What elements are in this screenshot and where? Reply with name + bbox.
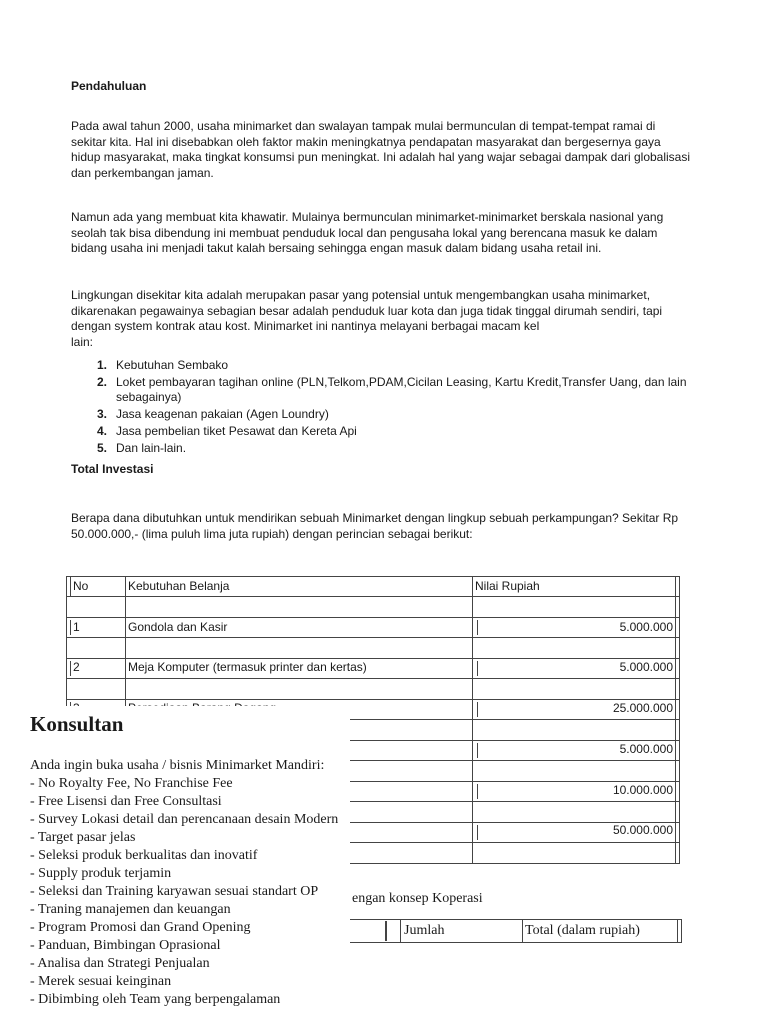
needs-list <box>97 358 707 458</box>
list-number: 2. <box>97 375 108 389</box>
list-item: - Traning manajemen dan keuangan <box>30 902 231 917</box>
list-item: - Panduan, Bimbingan Oprasional <box>30 938 221 953</box>
paragraph-investasi: Berapa dana dibutuhkan untuk mendirikan sebuah Minimarket dengan lingkup sebuah perkampungan? Sekitar Rp 50.000.000,- (lima puluh lima juta rupiah) dengan perincian sebagai berikut: <box>71 511 679 541</box>
list-item: - Program Promosi dan Grand Opening <box>30 920 251 935</box>
list-number: 1. <box>97 358 108 372</box>
koperasi-header-jumlah: Jumlah <box>404 923 445 938</box>
list-item: - No Royalty Fee, No Franchise Fee <box>30 776 233 791</box>
paragraph-intro-3-tail: lain: <box>71 334 94 349</box>
table-header-value: Nilai Rupiah <box>475 579 540 593</box>
list-text: Loket pembayaran tagihan online (PLN,Telkom,PDAM,Cicilan Leasing, Kartu Kredit,Transfer Uang, dan lain sebagainya) <box>116 375 687 404</box>
list-item: - Merek sesuai keinginan <box>30 974 172 989</box>
row-item: Meja Komputer (termasuk printer dan kertas) <box>128 660 367 674</box>
list-item <box>97 375 707 405</box>
row-value: 25.000.000 <box>612 701 673 715</box>
list-text: Kebutuhan Sembako <box>116 358 229 372</box>
section-heading-pendahuluan: Pendahuluan <box>71 79 147 93</box>
section-heading-investasi: Total Investasi <box>71 462 154 476</box>
list-item <box>97 441 707 456</box>
list-item: - Analisa dan Strategi Penjualan <box>30 956 210 971</box>
list-item <box>97 358 707 373</box>
row-no: 1 <box>73 620 80 634</box>
table-header-item: Kebutuhan Belanja <box>128 579 230 593</box>
row-no: 2 <box>73 660 80 674</box>
paragraph-intro-3-body: Lingkungan disekitar kita adalah merupakan pasar yang potensial untuk mengembangkan usaha minimarket, dikarenakan pegawainya sebagian besar adalah penduduk luar kota dan juga tidak tinggal dirumah sendiri, tapi dengan system kontrak atau kost. Minimarket ini nantinya melayani berbagai macam kel <box>71 288 663 333</box>
list-number: 4. <box>97 424 108 438</box>
konsultan-intro: Anda ingin buka usaha / bisnis Minimarket Mandiri: <box>30 758 325 773</box>
list-item: - Survey Lokasi detail dan perencanaan desain Modern <box>30 812 339 827</box>
list-item: - Seleksi produk berkualitas dan inovatif <box>30 848 258 863</box>
row-value: 10.000.000 <box>612 783 673 797</box>
list-item: - Supply produk terjamin <box>30 866 172 881</box>
list-text: Jasa keagenan pakaian (Agen Loundry) <box>116 407 329 421</box>
row-item: Gondola dan Kasir <box>128 620 228 634</box>
paragraph-intro-2: Namun ada yang membuat kita khawatir. Mulainya bermunculan minimarket-minimarket berskala nasional yang seolah tak bisa dibendung ini membuat penduduk local dan pengusaha lokal yang berencana masuk ke dalam bidang usaha ini menjadi takut kalah bersaing sehingga engan masuk dalam bidang usaha retail ini. <box>71 210 664 255</box>
table-header-no: No <box>73 579 89 593</box>
list-item <box>97 424 707 439</box>
row-value: 5.000.000 <box>619 620 673 634</box>
konsultan-title: Konsultan <box>30 712 124 736</box>
paragraph-intro-3 <box>71 288 693 350</box>
list-item: - Target pasar jelas <box>30 830 136 845</box>
row-value: 5.000.000 <box>619 660 673 674</box>
koperasi-header-total: Total (dalam rupiah) <box>525 923 640 938</box>
paragraph-intro-1: Pada awal tahun 2000, usaha minimarket dan swalayan tampak mulai bermunculan di tempat-tempat ramai di sekitar kita. Hal ini disebabkan oleh faktor makin meningkatnya pendapatan masyarakat dan bergesernya gaya hidup masyarakat, maka tingkat konsumsi pun meningkat. Ini adalah hal yang wajar sebagai dampak dari globalisasi dan perkembangan jaman. <box>71 119 691 180</box>
list-item <box>97 407 707 422</box>
list-number: 3. <box>97 407 108 421</box>
list-number: 5. <box>97 441 108 455</box>
list-item: - Free Lisensi dan Free Consultasi <box>30 794 222 809</box>
list-item: - Seleksi dan Training karyawan sesuai standart OP <box>30 884 319 899</box>
list-text: Dan lain-lain. <box>116 441 187 455</box>
total-value: 50.000.000 <box>612 823 673 837</box>
konsultan-list <box>30 775 346 1009</box>
koperasi-text: engan konsep Koperasi <box>352 891 483 906</box>
list-text: Jasa pembelian tiket Pesawat dan Kereta Api <box>116 424 357 438</box>
row-value: 5.000.000 <box>619 742 673 756</box>
list-item: - Dibimbing oleh Team yang berpengalaman <box>30 992 281 1007</box>
